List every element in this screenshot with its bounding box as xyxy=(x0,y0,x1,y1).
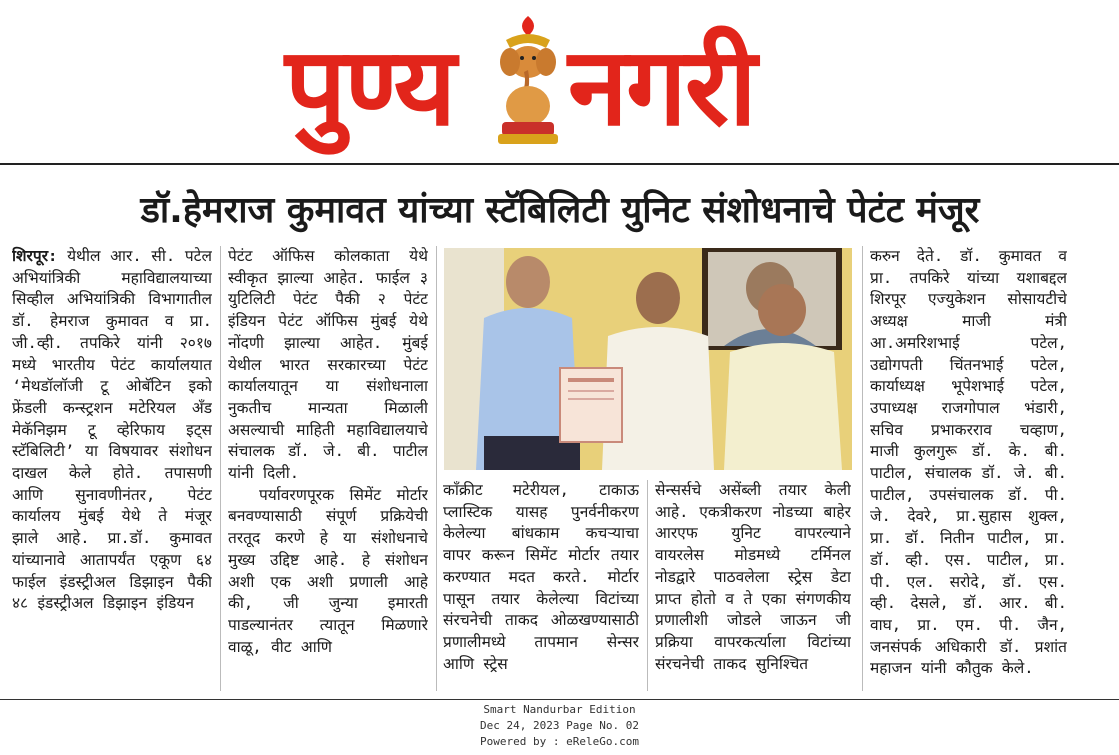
footer-edition: Smart Nandurbar Edition xyxy=(483,703,636,716)
masthead xyxy=(0,0,1119,162)
article-paragraph: पर्यावरणपूरक सिमेंट मोर्टार बनवण्यासाठी संपूर्ण प्रक्रियेची तरतूद करणे हे या संशोधनाचे मुख्य उद्दिष्ट आहे. हे संशोधन अशी एक अशी प्रणाली आहे की, जी जुन्या इमारती पाडल्यानंतर त्यातून मिळणारे वाळू, वीट आणि xyxy=(228,485,428,656)
footer-date-page: Dec 24, 2023 Page No. 02 xyxy=(480,719,639,732)
article-paragraph: पेटंट ऑफिस कोलकाता येथे स्वीकृत झाल्या आहेत. फाईल ३ युटिलिटी पेटंट पैकी २ पेटंट इंडियन पेटंट ऑफिस मुंबई येथे नोंदणी झाल्या आहेत. मुंबई येथील भारत सरकारच्या पेटंट कार्यालयातून या संशोधनाला नुकतीच मान्यता मिळाली असल्याची माहिती महाविद्यालयाचे संचालक डॉ. जे. बी. पाटील यांनी दिली. xyxy=(228,247,428,483)
column-divider xyxy=(220,246,221,691)
article-column-4: सेन्सर्सचे असेंब्ली तयार केली आहे. एकत्रीकरण नोडच्या बाहेर आरएफ युनिट वापरल्याने वायरलेस मोडमध्ये टर्मिनल नोडद्वारे पाठवलेला स्ट्रेस डेटा प्राप्त होतो व ते एका संगणकीय प्रणालीशी जोडले जाऊन जी प्रक्रिया वापरकर्त्याला विटांच्या संरचनेची ताकद सुनिश्चित xyxy=(655,481,851,673)
page-footer xyxy=(0,702,1119,750)
person-middle-head xyxy=(636,272,680,324)
masthead-title-right: नगरी xyxy=(568,25,755,150)
article-column-3: कॉंक्रीट मटेरीयल, टाकाऊ प्लास्टिक यासह पुनर्वनीकरण केलेल्या बांधकाम कचऱ्याचा वापर करून सिमेंट मोर्टार तयार करण्यात मदत करते. मोर्टार पासून तयार केलेल्या विटांच्या संरचनेची ताकद ओळखण्यासाठी प्रणालीमध्ये तापमान सेन्सर आणि स्ट्रेस xyxy=(443,481,639,673)
column-divider xyxy=(647,480,648,691)
article-column-5: करुन देते. डॉ. कुमावत व प्रा. तपकिरे यांच्या यशाबद्दल शिरपूर एज्युकेशन सोसायटीचे अध्यक्ष माजी मंत्री आ.अमरिशभाई पटेल, उद्योगपती चिंतनभाई पटेल, कार्याध्यक्ष भूपेशभाई पटेल, उपाध्यक्ष राजगोपाल भंडारी, सचिव प्रभाकरराव चव्हाण, माजी कुलगुरू डॉ. के. बी. पाटील, संचालक डॉ. जे. बी. पाटील, उपसंचालक डॉ. पी. जे. देवरे, प्रा.सुहास शुक्ल, प्रा. डॉ. नितीन पाटील, प्रा. डॉ. व्ही. एस. पाटील, प्रा. पी. एल. सरोदे, डॉ. एस. व्ही. देसले, डॉ. आर. बी. वाघ, प्रा. एम. पी. जैन, जनसंपर्क अधिकारी डॉ. प्रशांत महाजन यांनी कौतुक केले. xyxy=(870,247,1067,678)
column-divider xyxy=(436,246,437,691)
column-divider xyxy=(862,246,863,691)
article-photo xyxy=(444,248,852,470)
person-right-head xyxy=(758,284,806,336)
masthead-divider xyxy=(0,163,1119,165)
article-dateline: शिरपूर: xyxy=(12,247,58,265)
person-left-head xyxy=(506,256,550,308)
ganesha-logo-icon xyxy=(488,10,568,150)
article-column-1 xyxy=(12,246,212,691)
footer-divider xyxy=(0,699,1119,700)
article-column-1-text: येथील आर. सी. पटेल अभियांत्रिकी महाविद्यालयाच्या सिव्हील अभियांत्रिकी विभागातील डॉ. हेमराज कुमावत व प्रा. जी.व्ही. तपकिरे यांनी २०१७ मध्ये भारतीय पेटंट कार्यालयात ‘मेथडॉलॉजी टू ओबॅटिन इको फ्रेंडली कन्स्ट्रशन मटेरियल अँड मेकॅनिझम टू व्हेरिफाय इट्स स्टॅबिलिटी’ या विषयावर संशोधन दाखल केले होते. तपासणी आणि सुनावणीनंतर, पेटंट कार्यालय मुंबई येथे ते मंजूर झाले आहे. प्रा.डॉ. कुमावत यांच्यानावे आतापर्यंत एकूण ६४ फाईल इंडस्ट्रीअल डिझाइन पैकी ४८ इंडस्ट्रीअल डिझाइन इंडियन xyxy=(12,247,212,613)
masthead-title-left: पुण्य xyxy=(285,25,455,150)
article-headline: डॉ.हेमराज कुमावत यांच्या स्टॅबिलिटी युनिट संशोधनाचे पेटंट मंजूर xyxy=(140,190,980,231)
footer-powered-by: Powered by : eReleGo.com xyxy=(480,735,639,748)
article-column-2 xyxy=(228,246,428,691)
person-right-shirt xyxy=(724,343,842,470)
